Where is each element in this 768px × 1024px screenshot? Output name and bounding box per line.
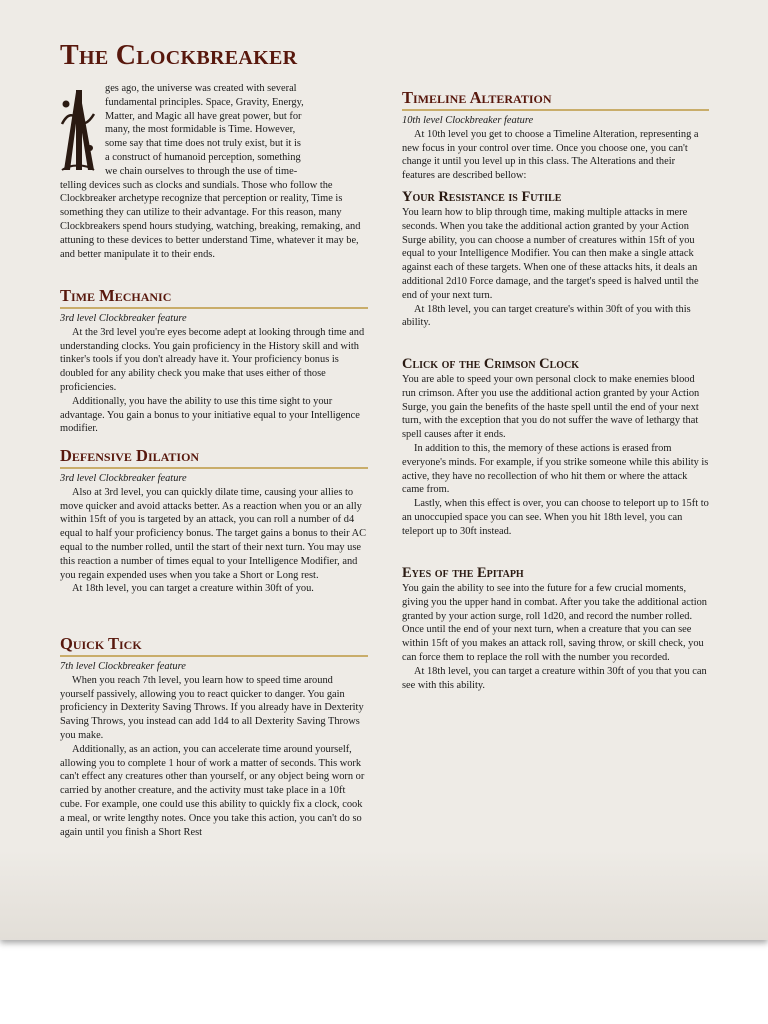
intro-line: fundamental principles. Space, Gravity, Energy, [105, 96, 304, 108]
paragraph: You learn how to blip through time, making multiple attacks in mere seconds. When you take the additional action granted by your Action Surge ability, you can choose a number of creatures within 15ft of you equal to your Intelligence Modifier. You can then make a single attack against each of these targets. When one of these attacks hits, it deals an additional 2d10 Force damage, and the target's speed is halved until the end of your next turn. [402, 207, 699, 301]
intro-line: a construct of humanoid perception, something [105, 151, 301, 163]
paragraph: Lastly, when this effect is over, you can choose to teleport up to 15ft to an unoccupied space you can see. When you hit 18th level, you can teleport up to 30ft instead. [402, 498, 709, 537]
page-border-ornament [0, 850, 768, 940]
paragraph: Additionally, as an action, you can accelerate time around yourself, allowing you to complete 1 hour of work a matter of seconds. This work can't effect any creatures other than yourself, or any object being worn or carried by another creature, and the activity must take place in a 10ft cube. For example, one could use this ability to quickly fix a clock, cook a meal, or write lengthy notes. Once you take this action, you can't do so again until you finish a Short Rest [60, 743, 365, 838]
paragraph: When you reach 7th level, you learn how to speed time around yourself passively, allowing you to react quicker to danger. You gain proficiency in Dexterity Saving Throws. If you already have in Dexterity Saving Throws, you instead can add 1d4 to all Dexterity Saving Throws you make. [60, 674, 364, 741]
intro-indented-lines [105, 82, 368, 179]
paragraph: In addition to this, the memory of these actions is erased from everyone's minds. For example, if you strike someone while this ability is active, they have no recollection of who hit them or where the attack came from. [402, 442, 709, 496]
section-quick-tick [60, 634, 368, 839]
section-resistance-futile [402, 188, 709, 330]
feature-level: 7th level Clockbreaker feature [60, 661, 186, 672]
intro-line: we chain ourselves to through the use of time- [105, 165, 298, 177]
section-heading: Time Mechanic [60, 286, 368, 309]
intro-paragraph: telling devices such as clocks and sundials. Those who follow the Clockbreaker archetype recognize that perception or reality, Time is something they can utilize to their advantage. For this reason, many Clockbreakers spend hours studying, watching, breaking, remaking, and attuning to these devices to better understand Time, whatever it may be, and better manipulate it to their ends. [60, 179, 361, 260]
paragraph: At 18th level, you can target creature's within 30ft of you with this ability. [402, 303, 691, 329]
section-eyes-of-epitaph [402, 564, 709, 692]
page-title: The Clockbreaker [60, 40, 298, 71]
feature-level: 3rd level Clockbreaker feature [60, 473, 187, 484]
section-timeline-alteration [402, 88, 709, 183]
intro-section [60, 82, 368, 261]
paragraph: You gain the ability to see into the future for a few crucial moments, giving you the upper hand in combat. After you take the additional action granted by your action surge, roll 1d20, and record the number rolled. Once until the end of your next turn, when a creature that you can see within 15ft of you makes an attack roll, saving throw, or skill check, you can force them to replace the roll with the number you recorded. [402, 583, 708, 663]
section-heading: Quick Tick [60, 634, 368, 657]
section-heading: Timeline Alteration [402, 88, 709, 111]
section-time-mechanic [60, 286, 368, 436]
paragraph: Additionally, you have the ability to use this time sight to your advantage. You gain a bonus to your initiative equal to your Intelligence modifier. [60, 395, 360, 435]
feature-level: 3rd level Clockbreaker feature [60, 313, 187, 324]
paragraph: At the 3rd level you're eyes become adept at looking through time and understanding clocks. You gain proficiency in the History skill and with tinker's tools if you don't already have it. Your proficiency bonus is doubled for any ability check you make that uses either of those proficiencies. [60, 326, 365, 393]
section-crimson-clock [402, 355, 709, 539]
paragraph: At 18th level, you can target a creature within 30ft of you that you can see with this ability. [402, 665, 707, 691]
paragraph: You are able to speed your own personal clock to make enemies blood run crimson. After you use the additional action granted by your Action Surge, you gain the benefits of the haste spell until the end of your next turn, with the exception that you do not suffer the wave of lethargy that spell causes after it ends. [402, 374, 700, 441]
subsection-heading: Click of the Crimson Clock [402, 356, 580, 372]
section-heading: Defensive Dilation [60, 446, 368, 469]
subsection-heading: Eyes of the Epitaph [402, 565, 524, 581]
section-defensive-dilation [60, 446, 368, 596]
feature-level: 10th level Clockbreaker feature [402, 115, 534, 126]
subsection-heading: Your Resistance is Futile [402, 189, 562, 205]
intro-line: some say that time does not truly exist, but it is [105, 138, 301, 150]
intro-line: many, the most formidable is Time. However, [105, 124, 296, 136]
intro-line: Matter, and Magic all have great power, but for [105, 110, 302, 122]
intro-line: ges ago, the universe was created with several [105, 83, 297, 94]
paragraph: At 18th level, you can target a creature within 30ft of you. [72, 583, 314, 595]
paragraph: At 10th level you get to choose a Timeline Alteration, representing a new focus in your control over time. Once you choose one, you can't change it until you level up in this class. The Alterations and their features are described bellow: [402, 128, 699, 182]
paragraph: Also at 3rd level, you can quickly dilate time, causing your allies to move quicker and avoid attacks better. As a reaction when you or an ally within 15ft of you is targeted by an attack, you can roll a number of d4 equal to half your proficiency bonus. The target gains a bonus to their AC equal to the number rolled, until the start of their next turn. You may use this reaction a number of times equal to your Intelligence Modifier, and you regain expended uses when you take a Short or Long rest. [60, 486, 367, 581]
